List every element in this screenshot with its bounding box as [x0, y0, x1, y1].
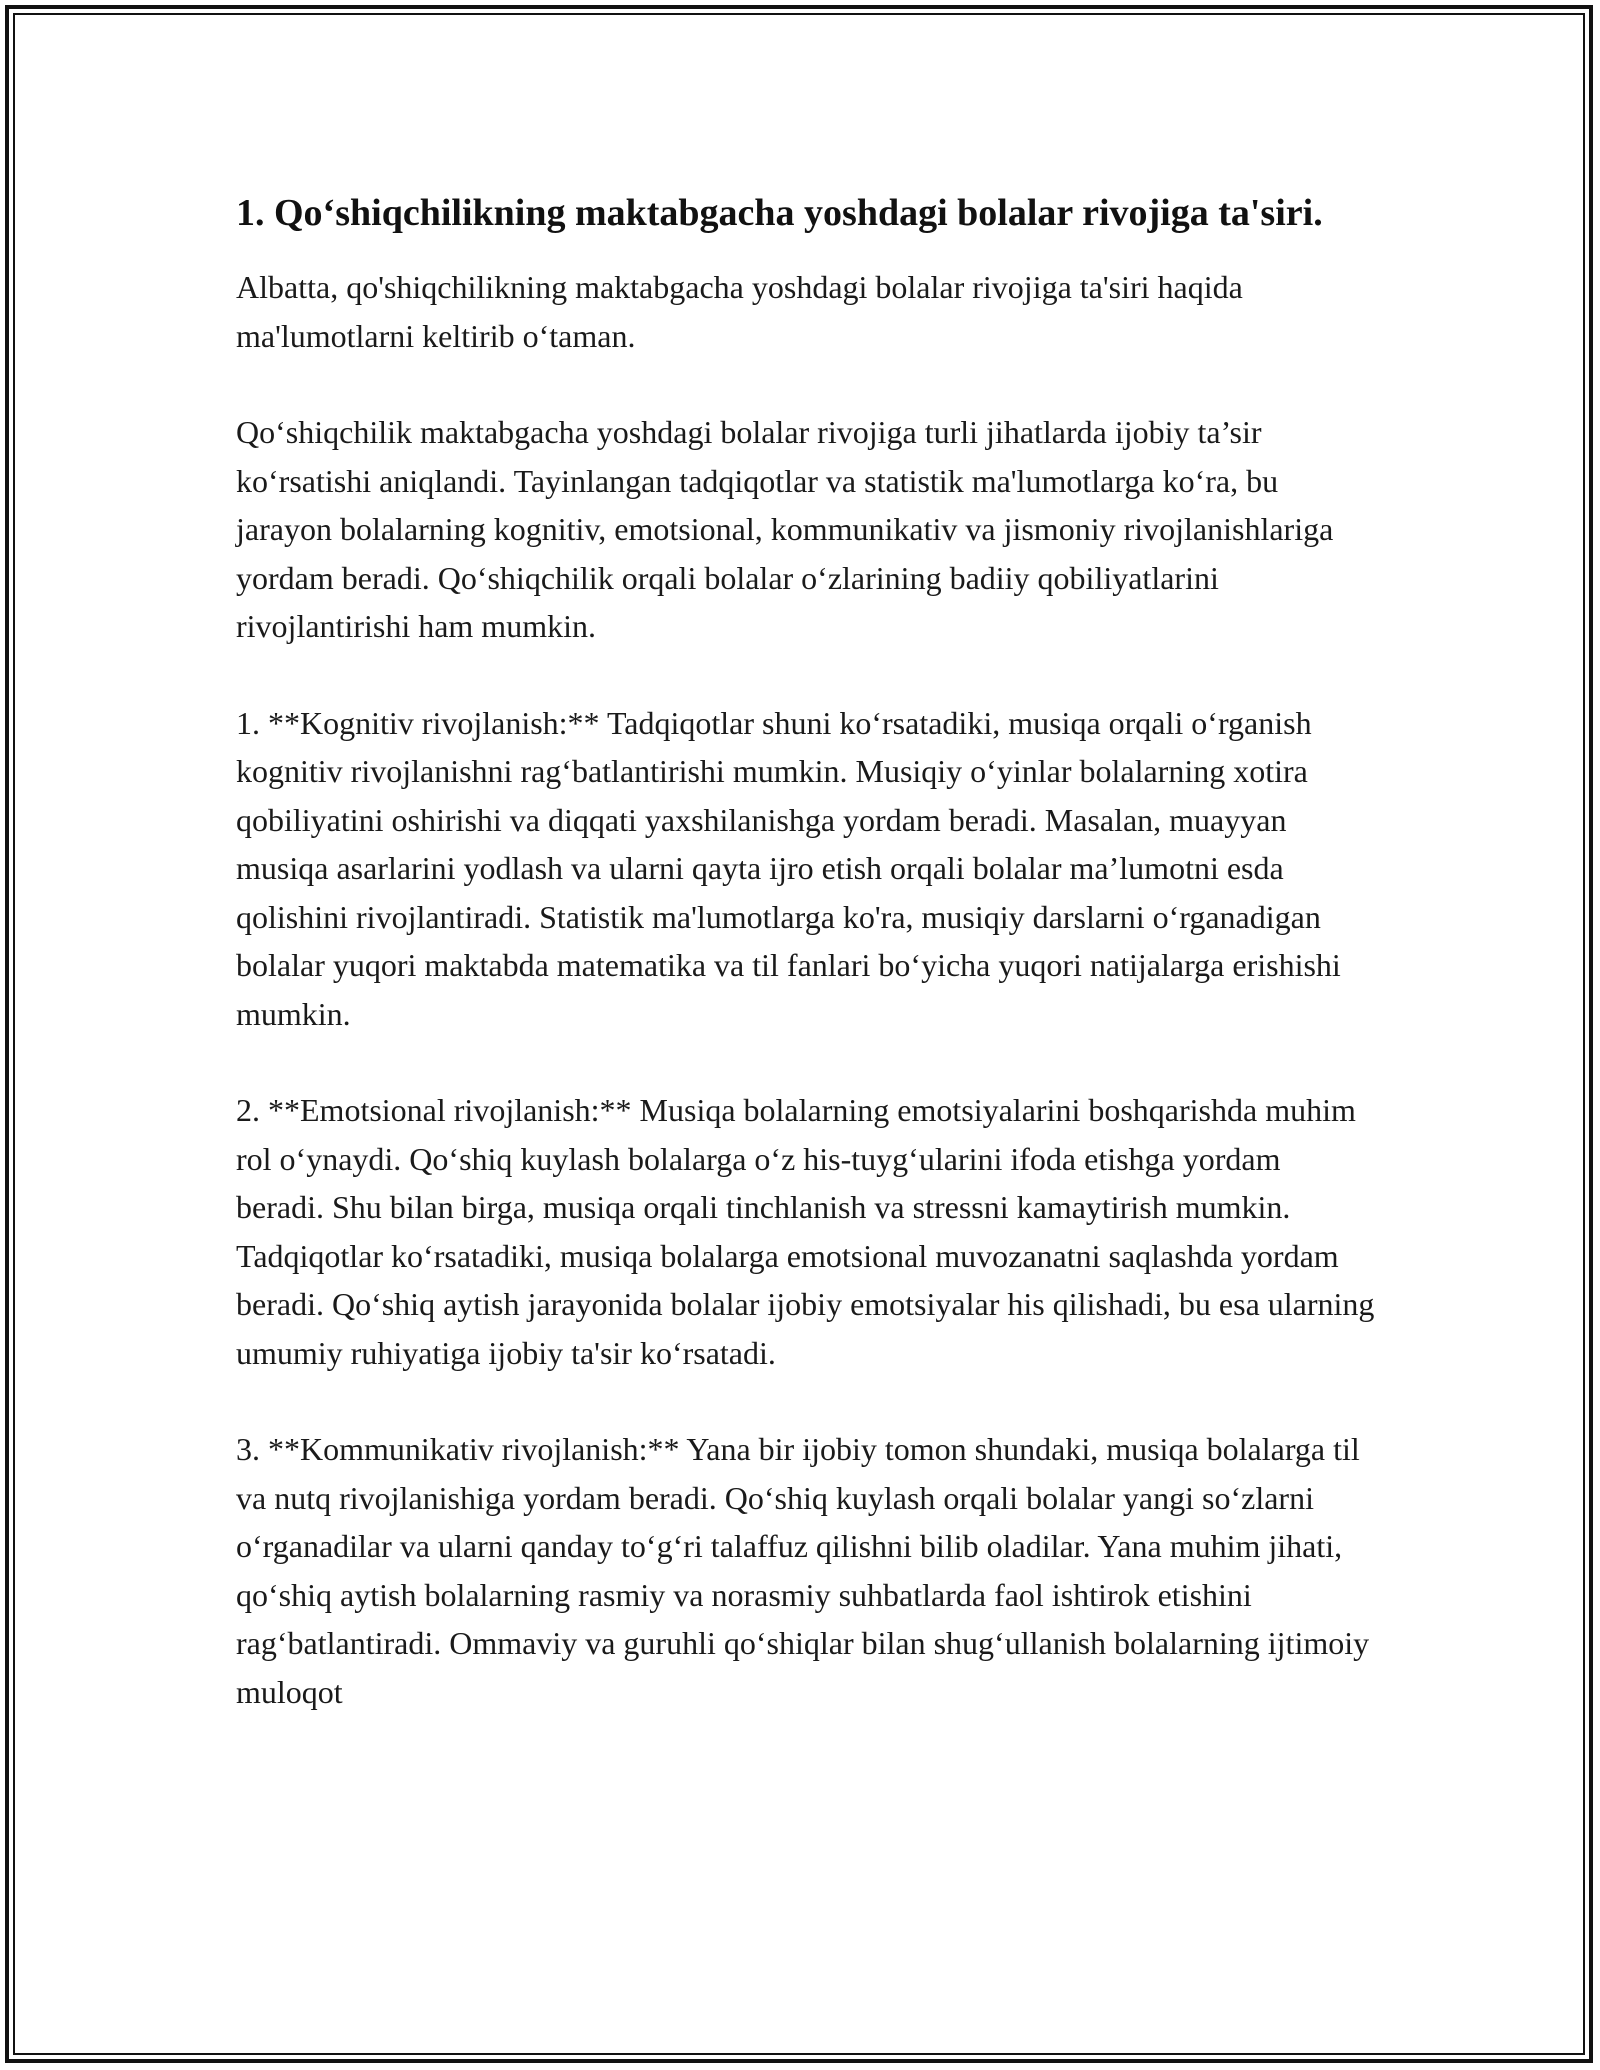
paragraph-communicative: 3. **Kommunikativ rivojlanish:** Yana bir ijobiy tomon shundaki, musiqa bolalarga til va nutq rivojlanishiga yordam beradi. Qo‘shiq kuylash orqali bolalar yangi so‘zlarni o‘rganadilar va ularni qanday to‘g‘ri talaffuz qilishni bilib oladilar. Yana muhim jihati, qo‘shiq aytish bolalarning rasmiy va norasmiy suhbatlarda faol ishtirok etishini rag‘batlantiradi. Ommaviy va guruhli qo‘shiqlar bilan shug‘ullanish bolalarning ijtimoiy muloqot	[236, 1431, 1370, 1710]
paragraph-cognitive: 1. **Kognitiv rivojlanish:** Tadqiqotlar shuni ko‘rsatadiki, musiqa orqali o‘rganish kognitiv rivojlanishni rag‘batlantirishi mumkin. Musiqiy o‘yinlar bolalarning xotira qobiliyatini oshirishi va diqqati yaxshilanishga yordam beradi. Masalan, muayyan musiqa asarlarini yodlash va ularni qayta ijro etish orqali bolalar ma’lumotni esda qolishini rivojlantiradi. Statistik ma'lumotlarga ko'ra, musiqiy darslarni o‘rganadigan bolalar yuqori maktabda matematika va til fanlari bo‘yicha yuqori natijalarga erishishi mumkin.	[236, 704, 1341, 1032]
section-heading: 1. Qo‘shiqchilikning maktabgacha yoshdagi bolalar rivojiga ta'siri.	[236, 192, 1323, 234]
paragraph-emotional: 2. **Emotsional rivojlanish:** Musiqa bolalarning emotsiyalarini boshqarishda muhim rol o‘ynaydi. Qo‘shiq kuylash bolalarga o‘z his-tuyg‘ularini ifoda etishga yordam beradi. Shu bilan birga, musiqa orqali tinchlanish va stressni kamaytirish mumkin. Tadqiqotlar ko‘rsatadiki, musiqa bolalarga emotsional muvozanatni saqlashda yordam beradi. Qo‘shiq aytish jarayonida bolalar ijobiy emotsiyalar his qilishadi, bu esa ularning umumiy ruhiyatiga ijobiy ta'sir ko‘rsatadi.	[236, 1092, 1375, 1371]
paragraph-overview: Qo‘shiqchilik maktabgacha yoshdagi bolalar rivojiga turli jihatlarda ijobiy ta’sir ko‘rsatishi aniqlandi. Tayinlangan tadqiqotlar va statistik ma'lumotlarga ko‘ra, bu jarayon bolalarning kognitiv, emotsional, kommunikativ va jismoniy rivojlanishlariga yordam beradi. Qo‘shiqchilik orqali bolalar o‘zlarining badiiy qobiliyatlarini rivojlantirishi ham mumkin.	[236, 414, 1334, 644]
document-body	[236, 186, 1376, 1716]
paragraph-intro: Albatta, qo'shiqchilikning maktabgacha yoshdagi bolalar rivojiga ta'siri haqida ma'lumotlarni keltirib o‘taman.	[236, 269, 1243, 354]
